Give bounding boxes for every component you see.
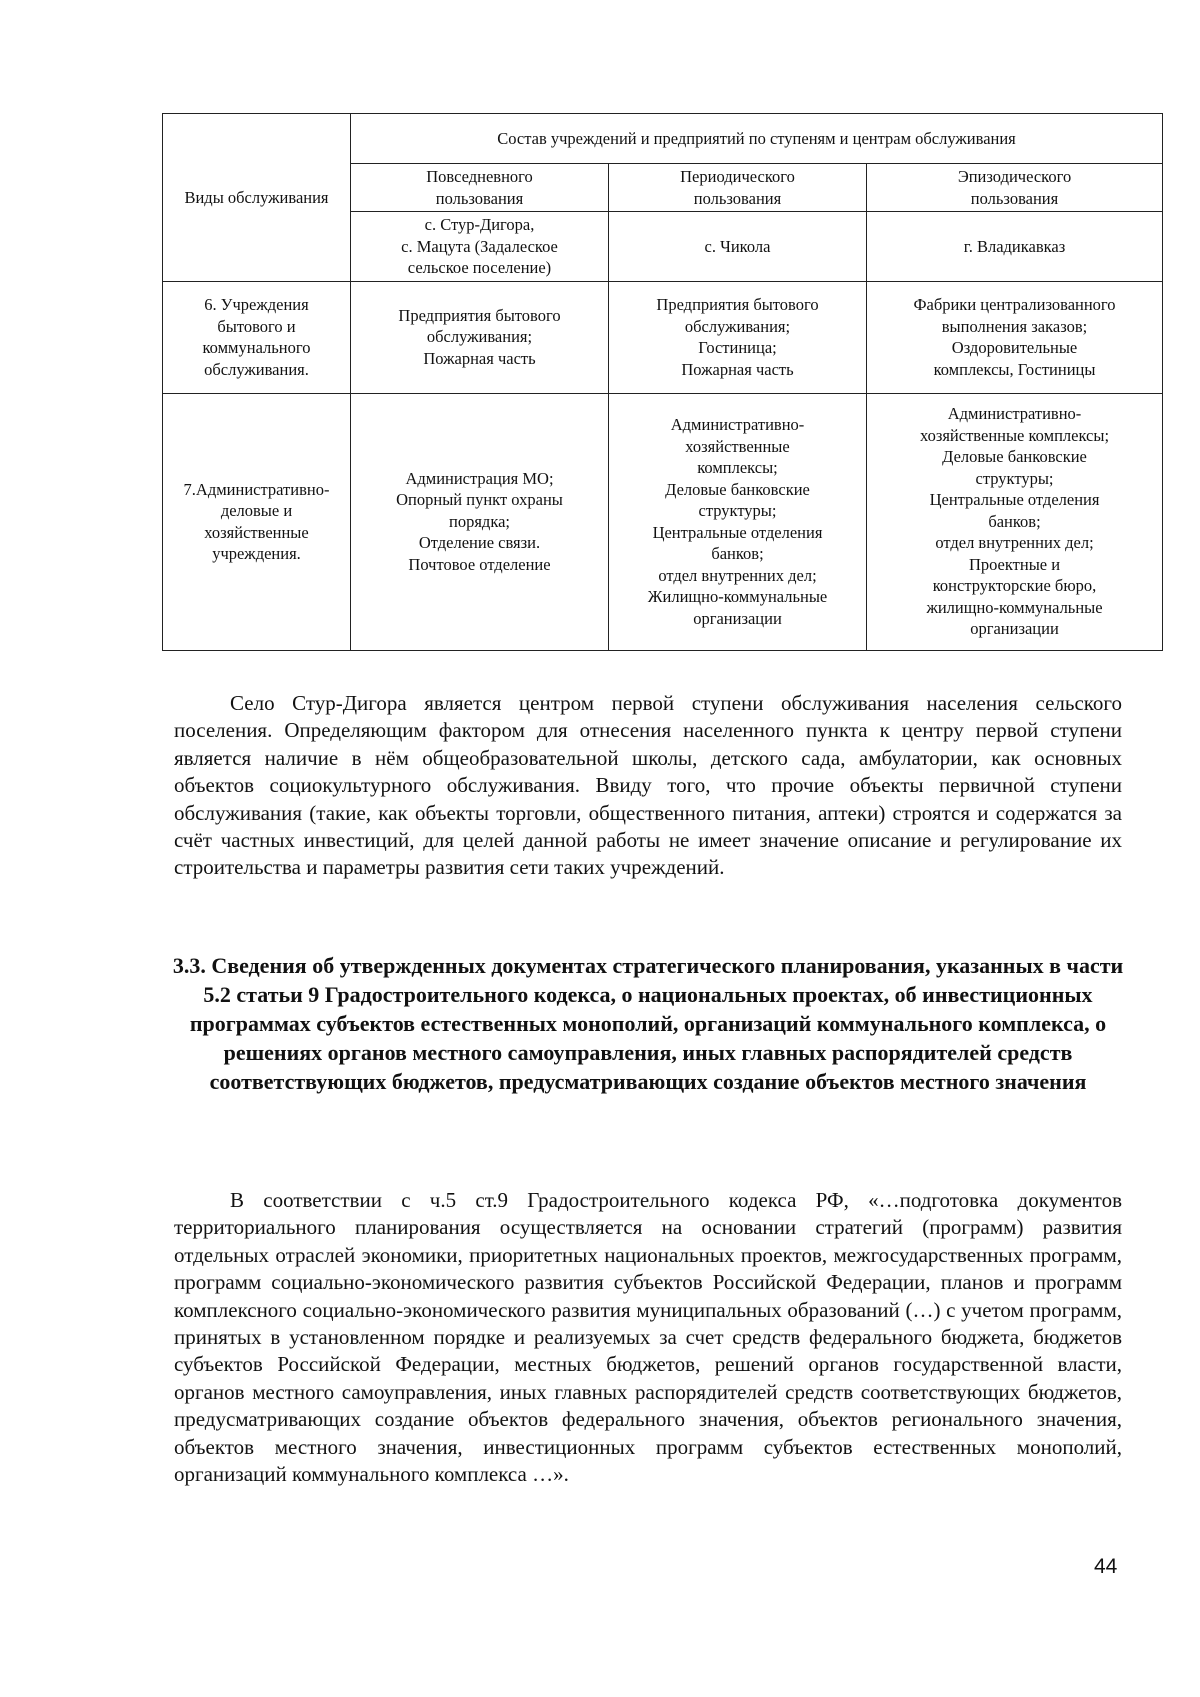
cell-line: Пожарная часть [423, 348, 536, 368]
cell-line: обслуживания; [426, 327, 533, 347]
cell-line: банков; [711, 544, 764, 563]
cell-line: г. Владикавказ [963, 236, 1066, 256]
page-number: 44 [1094, 1555, 1118, 1578]
cell-line: Деловые банковские [665, 479, 810, 499]
section-heading: 3.3. Сведения об утвержденных документах стратегического планирования, указанных в части 5.2 статьи 9 Градостроительного кодекса, о национальных проектах, об инвестиционных программах субъектов естественных монополий, организаций коммунального комплекса, о решениях органов местного самоуправления, иных главных распорядителей средств соответствующих бюджетов, предусматривающих создание объектов местного значения [172, 953, 1124, 1094]
cell-line: комплексы, Гостиницы [933, 359, 1096, 379]
cell-line: пользования [435, 188, 524, 208]
group-header-cell [351, 114, 1163, 164]
row-type-cell [163, 393, 351, 650]
table-cell [867, 281, 1163, 393]
cell-line: отдел внутренних дел; [658, 565, 817, 585]
cell-line: организации [970, 619, 1059, 639]
cell-line: с. Стур-Дигора, [424, 215, 535, 234]
cell-line: Административно- [670, 415, 805, 434]
cell-line: бытового и [217, 316, 296, 336]
cell-line: Отделение связи. [418, 533, 541, 553]
services-table [162, 113, 1163, 651]
cell-line: порядка; [449, 511, 510, 531]
cell-line: сельское поселение) [407, 258, 552, 277]
cell-line: жилищно-коммунальные [926, 597, 1103, 617]
cell-line: 7.Административно- [183, 479, 330, 499]
table-cell [351, 393, 609, 650]
table-row [163, 281, 1163, 393]
table-row [163, 393, 1163, 650]
group-header-label: Состав учреждений и предприятий по ступеням и центрам обслуживания [497, 128, 1016, 148]
cell-line: хозяйственные [204, 522, 309, 542]
cell-line: хозяйственные [685, 436, 790, 456]
level-header-periodic [609, 164, 867, 212]
cell-line: обслуживания. [204, 359, 309, 379]
cell-line: Повседневного [426, 167, 533, 186]
cell-line: структуры; [698, 501, 777, 520]
cell-line: Пожарная часть [681, 359, 794, 379]
cell-line: Эпизодического [957, 167, 1072, 186]
cell-line: Опорный пункт охраны [396, 490, 563, 510]
cell-line: структуры; [975, 468, 1054, 488]
cell-line: учреждения. [212, 544, 301, 563]
cell-line: хозяйственные комплексы; [919, 425, 1110, 445]
cell-line: отдел внутренних дел; [935, 533, 1094, 553]
cell-line: Административно- [947, 404, 1082, 424]
corner-header-cell [163, 114, 351, 282]
center-header-daily [351, 212, 609, 282]
table-cell [867, 393, 1163, 650]
cell-line: Оздоровительные [951, 338, 1078, 357]
center-header-episodic [867, 212, 1163, 282]
cell-line: Предприятия бытового [656, 295, 819, 314]
cell-line: пользования [970, 188, 1059, 208]
cell-line: с. Мацута (Задалеское [401, 236, 558, 256]
cell-line: Жилищно-коммунальные [647, 587, 828, 606]
cell-line: деловые и [220, 501, 293, 520]
paragraph-service-center: Село Стур-Дигора является центром первой ступени обслуживания населения сельского поселения. Определяющим фактором для отнесения населенного пункта к центру первой ступени является наличие в нём общеобразовательной школы, детского сада, амбулатории, как основных объектов социокультурного обслуживания. Ввиду того, что прочие объекты первичной ступени обслуживания (такие, как объекты торговли, общественного питания, аптеки) строятся и содержатся за счёт частных инвестиций, для целей данной работы не имеет значение описание и регулирование их строительства и параметры развития сети таких учреждений. [174, 691, 1122, 880]
cell-line: Центральные отделения [929, 490, 1100, 510]
cell-line: Деловые банковские [942, 447, 1087, 467]
level-header-daily [351, 164, 609, 212]
corner-label: Виды обслуживания [184, 187, 329, 207]
table-cell [609, 393, 867, 650]
cell-line: комплексы; [697, 458, 778, 477]
table-cell [351, 281, 609, 393]
center-header-periodic [609, 212, 867, 282]
cell-line: с. Чикола [704, 236, 771, 256]
row-type-cell [163, 281, 351, 393]
level-header-episodic [867, 164, 1163, 212]
cell-line: выполнения заказов; [941, 316, 1088, 336]
cell-line: Проектные и [968, 554, 1061, 574]
cell-line: организации [693, 608, 782, 628]
cell-line: обслуживания; [684, 316, 791, 336]
cell-line: банков; [988, 511, 1041, 531]
cell-line: Гостиница; [698, 338, 777, 357]
cell-line: Фабрики централизованного [913, 295, 1116, 314]
cell-line: Почтовое отделение [408, 554, 551, 574]
table-header-row [163, 114, 1163, 164]
paragraph-urban-code: В соответствии с ч.5 ст.9 Градостроительного кодекса РФ, «…подготовка документов территориального планирования осуществляется на основании стратегий (программ) развития отдельных отраслей экономики, приоритетных национальных проектов, межгосударственных программ, программ социально-экономического развития субъектов Российской Федерации, планов и программ комплексного социально-экономического развития муниципальных образований (…) с учетом программ, принятых в установленном порядке и реализуемых за счет средств федерального бюджета, бюджетов субъектов Российской Федерации, местных бюджетов, решений органов государственной власти, органов местного самоуправления, иных главных распорядителей средств соответствующих бюджетов, предусматривающих создание объектов федерального значения, объектов регионального значения, объектов местного значения, инвестиционных программ субъектов естественных монополий, организаций коммунального комплекса …». [174, 1188, 1122, 1487]
cell-line: Центральные отделения [652, 522, 823, 542]
cell-line: Периодического [680, 167, 795, 186]
cell-line: 6. Учреждения [204, 295, 309, 314]
table-cell [609, 281, 867, 393]
cell-line: пользования [693, 188, 782, 208]
cell-line: Администрация МО; [405, 468, 554, 488]
cell-line: конструкторские бюро, [932, 576, 1097, 596]
cell-line: коммунального [202, 338, 311, 357]
cell-line: Предприятия бытового [398, 305, 561, 325]
